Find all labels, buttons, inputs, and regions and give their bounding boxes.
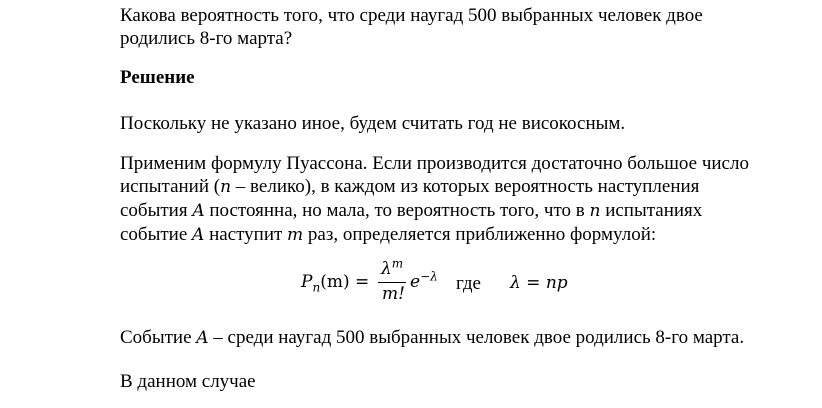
poisson-line-3-start: события	[120, 200, 193, 221]
poisson-line-4-mid: наступит	[204, 224, 288, 245]
formula-lambda: λ	[381, 259, 392, 279]
formula-exponential	[410, 269, 438, 292]
assumption-text: Поскольку не указано иное, будем считать год не високосным.	[120, 113, 626, 134]
event-end: – среди наугад 500 выбранных человек двое родились 8-го марта.	[208, 327, 745, 348]
poisson-line-1: Применим формулу Пуассона. Если производится достаточно большое число	[120, 153, 749, 174]
in-this-case-text: В данном случае	[120, 371, 256, 392]
formula-e-sup: −λ	[420, 269, 438, 284]
formula-lhs	[301, 272, 370, 295]
formula-where: где	[456, 273, 481, 294]
poisson-line-3-mid: постоянна, но мала, то вероятность того, что в	[204, 200, 590, 221]
question-line-1: Какова вероятность того, что среди наугад 500 выбранных человек двое	[120, 5, 703, 26]
math-m: m	[287, 225, 304, 245]
formula-numerator	[381, 256, 404, 279]
formula-P-arg: (m) =	[320, 272, 370, 292]
formula-P-sub: n	[312, 280, 321, 295]
math-n: n	[589, 201, 601, 221]
poisson-line-4-end: раз, определяется приближенно формулой:	[303, 224, 657, 245]
formula-denominator: m!	[382, 284, 405, 304]
math-A: A	[192, 201, 205, 221]
event-definition	[120, 326, 765, 350]
poisson-formula	[120, 255, 765, 307]
question-text	[120, 4, 765, 50]
solution-heading: Решение	[120, 67, 195, 88]
fraction-bar	[378, 282, 406, 283]
event-start: Событие	[120, 327, 197, 348]
poisson-line-2-start: испытаний (	[120, 176, 221, 197]
poisson-paragraph	[120, 152, 765, 247]
poisson-line-2-end: велико), в каждом из которых вероятность наступления	[250, 176, 700, 197]
poisson-line-4-start: событие	[120, 224, 193, 245]
formula-lambda-sup: m	[391, 256, 404, 271]
math-A: A	[192, 225, 205, 245]
math-A: A	[196, 328, 209, 348]
math-n: n	[220, 177, 232, 197]
formula-lambda-def: λ = np	[510, 273, 568, 293]
question-line-2: родились 8-го марта?	[120, 28, 293, 49]
formula-e: e	[410, 272, 421, 292]
poisson-line-3-end: испытаниях	[600, 200, 703, 221]
poisson-dash: –	[231, 176, 251, 197]
formula-P: P	[301, 272, 313, 292]
